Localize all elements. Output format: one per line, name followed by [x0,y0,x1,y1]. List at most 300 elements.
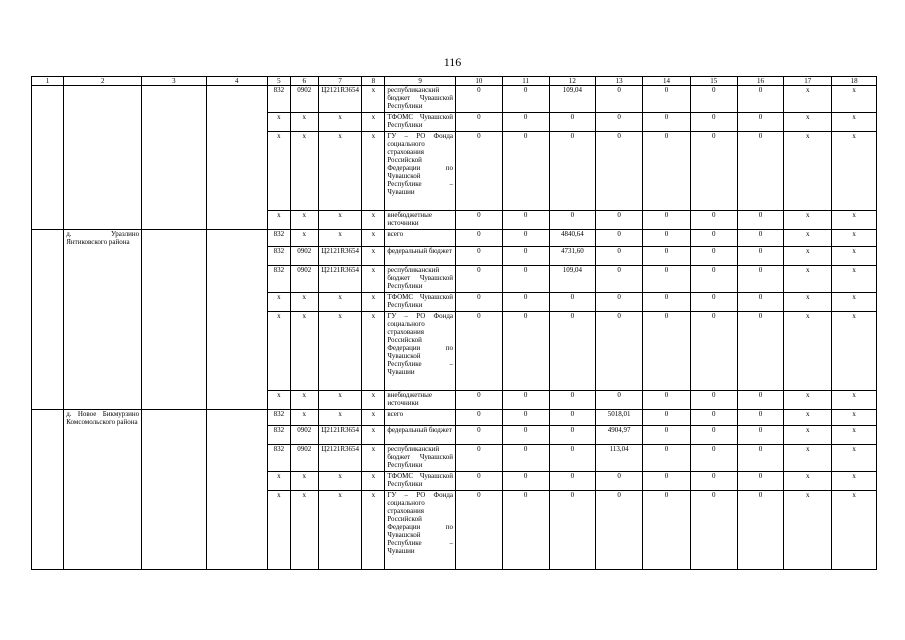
cell-col12: 0 [549,445,596,472]
table-row [32,491,877,570]
cell-settlement: д. Новое Бикмурзино Комсомольского района [64,409,142,426]
cell-vr: x [362,246,385,265]
cell-col18: x [832,86,877,113]
cell-col10: 0 [456,445,503,472]
cell-col3 [142,426,206,445]
cell-index [32,292,64,311]
table-row [32,211,877,230]
budget-table [31,76,877,570]
cell-col17: x [784,230,832,247]
cell-rz: x [290,472,318,491]
cell-vr: x [362,445,385,472]
cell-grbs: x [267,132,290,211]
cell-grbs: x [267,311,290,390]
cell-col15: 0 [690,409,737,426]
column-header-9: 9 [385,77,456,86]
cell-col16: 0 [737,113,784,132]
table-row [32,230,877,247]
cell-settlement [64,132,142,211]
cell-vr: x [362,86,385,113]
cell-col17: x [784,113,832,132]
cell-col10: 0 [456,230,503,247]
cell-col11: 0 [502,491,549,570]
column-header-3: 3 [142,77,206,86]
cell-vr: x [362,472,385,491]
cell-col3 [142,113,206,132]
cell-rz: 0902 [290,86,318,113]
cell-col17: x [784,491,832,570]
cell-settlement [64,211,142,230]
cell-col12: 0 [549,491,596,570]
cell-col13: 0 [596,390,643,409]
cell-col13: 5018,01 [596,409,643,426]
cell-col4 [206,211,267,230]
column-header-16: 16 [737,77,784,86]
cell-csr: x [318,311,362,390]
cell-col4 [206,491,267,570]
cell-col17: x [784,86,832,113]
cell-vr: x [362,230,385,247]
cell-col14: 0 [643,292,691,311]
column-header-15: 15 [690,77,737,86]
cell-col13: 0 [596,246,643,265]
cell-settlement: д. Уразлино Янтиковского района [64,230,142,247]
column-header-7: 7 [318,77,362,86]
cell-col10: 0 [456,311,503,390]
cell-source: федеральный бюджет [385,246,456,265]
cell-col3 [142,445,206,472]
cell-settlement [64,426,142,445]
cell-col15: 0 [690,132,737,211]
cell-vr: x [362,491,385,570]
cell-col18: x [832,132,877,211]
cell-index [32,426,64,445]
cell-col15: 0 [690,472,737,491]
table-row [32,311,877,390]
table-row [32,390,877,409]
cell-grbs: 832 [267,426,290,445]
cell-index [32,230,64,247]
cell-source: республиканский бюджет Чувашской Республики [385,445,456,472]
cell-col16: 0 [737,292,784,311]
cell-col3 [142,292,206,311]
cell-csr: x [318,211,362,230]
column-header-17: 17 [784,77,832,86]
cell-col16: 0 [737,86,784,113]
cell-csr: Ц2121R3654 [318,246,362,265]
cell-col16: 0 [737,230,784,247]
cell-col15: 0 [690,113,737,132]
cell-col10: 0 [456,472,503,491]
cell-csr: x [318,292,362,311]
cell-col14: 0 [643,409,691,426]
cell-col4 [206,472,267,491]
cell-col14: 0 [643,390,691,409]
cell-col18: x [832,113,877,132]
cell-col15: 0 [690,230,737,247]
cell-settlement [64,265,142,292]
cell-grbs: 832 [267,409,290,426]
cell-col17: x [784,445,832,472]
cell-vr: x [362,292,385,311]
cell-col11: 0 [502,426,549,445]
cell-col11: 0 [502,409,549,426]
cell-col11: 0 [502,445,549,472]
cell-settlement [64,113,142,132]
cell-col4 [206,409,267,426]
cell-index [32,491,64,570]
cell-col18: x [832,246,877,265]
cell-col16: 0 [737,132,784,211]
cell-col10: 0 [456,211,503,230]
cell-col4 [206,113,267,132]
column-header-14: 14 [643,77,691,86]
cell-source: ТФОМС Чувашской Республики [385,472,456,491]
cell-col10: 0 [456,409,503,426]
cell-col14: 0 [643,230,691,247]
cell-col10: 0 [456,246,503,265]
cell-settlement [64,445,142,472]
column-header-4: 4 [206,77,267,86]
column-header-18: 18 [832,77,877,86]
cell-vr: x [362,409,385,426]
cell-col3 [142,265,206,292]
cell-col12: 0 [549,390,596,409]
column-header-row [32,77,877,86]
cell-csr: Ц2121R3654 [318,445,362,472]
cell-col4 [206,445,267,472]
cell-rz: x [290,211,318,230]
cell-csr: x [318,472,362,491]
cell-col15: 0 [690,265,737,292]
cell-col13: 0 [596,311,643,390]
cell-col12: 4731,60 [549,246,596,265]
cell-col12: 109,04 [549,265,596,292]
cell-csr: x [318,230,362,247]
cell-col10: 0 [456,113,503,132]
cell-index [32,132,64,211]
cell-col15: 0 [690,246,737,265]
cell-col10: 0 [456,265,503,292]
cell-col14: 0 [643,426,691,445]
cell-col13: 0 [596,132,643,211]
cell-col13: 0 [596,86,643,113]
cell-col12: 0 [549,292,596,311]
cell-rz: x [290,292,318,311]
cell-csr: x [318,113,362,132]
cell-col14: 0 [643,491,691,570]
cell-col12: 4840,64 [549,230,596,247]
cell-col4 [206,292,267,311]
cell-col17: x [784,409,832,426]
cell-col13: 113,04 [596,445,643,472]
cell-grbs: 832 [267,86,290,113]
cell-col16: 0 [737,211,784,230]
cell-col12: 0 [549,311,596,390]
cell-col15: 0 [690,445,737,472]
cell-index [32,409,64,426]
cell-col18: x [832,390,877,409]
cell-col4 [206,132,267,211]
cell-col14: 0 [643,86,691,113]
cell-col13: 0 [596,211,643,230]
column-header-12: 12 [549,77,596,86]
cell-settlement [64,292,142,311]
cell-col12: 0 [549,426,596,445]
cell-source: ТФОМС Чувашской Республики [385,113,456,132]
cell-col15: 0 [690,426,737,445]
cell-col15: 0 [690,491,737,570]
table-row [32,409,877,426]
cell-col17: x [784,132,832,211]
cell-col14: 0 [643,246,691,265]
cell-rz: x [290,113,318,132]
cell-col12: 0 [549,132,596,211]
cell-col13: 0 [596,472,643,491]
cell-col15: 0 [690,292,737,311]
column-header-10: 10 [456,77,503,86]
table-row [32,113,877,132]
cell-index [32,86,64,113]
cell-col18: x [832,491,877,570]
cell-col18: x [832,409,877,426]
cell-col11: 0 [502,246,549,265]
cell-col10: 0 [456,491,503,570]
cell-col11: 0 [502,230,549,247]
cell-csr: x [318,491,362,570]
cell-col15: 0 [690,311,737,390]
cell-col17: x [784,311,832,390]
cell-col4 [206,265,267,292]
cell-col3 [142,491,206,570]
cell-col10: 0 [456,132,503,211]
cell-col13: 0 [596,292,643,311]
cell-source: ГУ – РО Фонда социального страхования Российской Федерации по Чувашской Республике – Чувашии [385,311,456,390]
cell-index [32,113,64,132]
column-header-11: 11 [502,77,549,86]
cell-source: всего [385,409,456,426]
cell-source: внебюджетные источники [385,211,456,230]
cell-rz: x [290,230,318,247]
cell-col12: 109,04 [549,86,596,113]
cell-col13: 0 [596,113,643,132]
cell-source: ТФОМС Чувашской Республики [385,292,456,311]
cell-col12: 0 [549,113,596,132]
cell-col11: 0 [502,113,549,132]
column-header-5: 5 [267,77,290,86]
cell-col16: 0 [737,445,784,472]
cell-col17: x [784,246,832,265]
cell-col11: 0 [502,86,549,113]
cell-col16: 0 [737,246,784,265]
cell-col11: 0 [502,292,549,311]
table-row [32,132,877,211]
cell-col16: 0 [737,265,784,292]
cell-col10: 0 [456,292,503,311]
cell-vr: x [362,311,385,390]
cell-col4 [206,246,267,265]
cell-rz: x [290,390,318,409]
cell-vr: x [362,390,385,409]
cell-grbs: x [267,491,290,570]
cell-rz: 0902 [290,265,318,292]
cell-source: ГУ – РО Фонда социального страхования Российской Федерации по Чувашской Республике – Чувашии [385,132,456,211]
cell-col14: 0 [643,472,691,491]
cell-col14: 0 [643,311,691,390]
cell-col16: 0 [737,491,784,570]
cell-col17: x [784,292,832,311]
table-row [32,472,877,491]
cell-csr: x [318,409,362,426]
cell-source: всего [385,230,456,247]
cell-settlement [64,246,142,265]
cell-col14: 0 [643,265,691,292]
cell-col10: 0 [456,426,503,445]
cell-source: ГУ – РО Фонда социального страхования Российской Федерации по Чувашской Республике – Чувашии [385,491,456,570]
cell-index [32,311,64,390]
table-row [32,292,877,311]
column-header-6: 6 [290,77,318,86]
cell-col11: 0 [502,211,549,230]
cell-settlement [64,311,142,390]
cell-vr: x [362,132,385,211]
cell-col16: 0 [737,390,784,409]
cell-grbs: x [267,390,290,409]
cell-grbs: 832 [267,265,290,292]
cell-col15: 0 [690,211,737,230]
table-body [32,86,877,570]
cell-col3 [142,409,206,426]
page-number: 116 [443,55,462,69]
cell-col3 [142,472,206,491]
cell-col4 [206,426,267,445]
cell-col10: 0 [456,390,503,409]
table-row [32,246,877,265]
cell-grbs: 832 [267,246,290,265]
cell-vr: x [362,113,385,132]
cell-col11: 0 [502,390,549,409]
cell-rz: x [290,409,318,426]
cell-col15: 0 [690,86,737,113]
cell-csr: Ц2121R3654 [318,86,362,113]
cell-col3 [142,86,206,113]
cell-col16: 0 [737,311,784,390]
cell-col12: 0 [549,472,596,491]
cell-col16: 0 [737,409,784,426]
column-header-2: 2 [64,77,142,86]
cell-grbs: x [267,113,290,132]
cell-grbs: x [267,211,290,230]
cell-csr: x [318,390,362,409]
cell-col4 [206,311,267,390]
cell-vr: x [362,426,385,445]
cell-col13: 0 [596,265,643,292]
table-row [32,265,877,292]
cell-col15: 0 [690,390,737,409]
cell-vr: x [362,265,385,292]
cell-col18: x [832,445,877,472]
cell-rz: 0902 [290,445,318,472]
cell-source: внебюджетные источники [385,390,456,409]
cell-rz: x [290,311,318,390]
cell-rz: x [290,132,318,211]
cell-col18: x [832,211,877,230]
cell-col3 [142,246,206,265]
cell-index [32,445,64,472]
cell-rz: 0902 [290,246,318,265]
cell-index [32,472,64,491]
cell-col3 [142,311,206,390]
cell-col3 [142,390,206,409]
cell-col17: x [784,426,832,445]
table-row [32,426,877,445]
cell-csr: Ц2121R3654 [318,426,362,445]
cell-col4 [206,390,267,409]
cell-col13: 0 [596,491,643,570]
cell-settlement [64,491,142,570]
column-header-1: 1 [32,77,64,86]
cell-col17: x [784,390,832,409]
cell-col4 [206,230,267,247]
table-row [32,86,877,113]
cell-source: республиканский бюджет Чувашской Республики [385,265,456,292]
cell-col10: 0 [456,86,503,113]
cell-grbs: 832 [267,230,290,247]
cell-index [32,265,64,292]
cell-col18: x [832,230,877,247]
cell-col17: x [784,472,832,491]
cell-col18: x [832,426,877,445]
cell-col14: 0 [643,445,691,472]
cell-col12: 0 [549,211,596,230]
cell-csr: Ц2121R3654 [318,265,362,292]
column-header-13: 13 [596,77,643,86]
cell-csr: x [318,132,362,211]
cell-col11: 0 [502,311,549,390]
column-header-8: 8 [362,77,385,86]
cell-rz: 0902 [290,426,318,445]
cell-source: федеральный бюджет [385,426,456,445]
cell-index [32,390,64,409]
table-row [32,445,877,472]
cell-col3 [142,211,206,230]
cell-source: республиканский бюджет Чувашской Республики [385,86,456,113]
cell-col16: 0 [737,472,784,491]
cell-col3 [142,230,206,247]
cell-col11: 0 [502,265,549,292]
cell-col18: x [832,292,877,311]
cell-col13: 4904,97 [596,426,643,445]
cell-col18: x [832,472,877,491]
cell-vr: x [362,211,385,230]
cell-col18: x [832,265,877,292]
cell-col11: 0 [502,472,549,491]
cell-rz: x [290,491,318,570]
cell-grbs: x [267,292,290,311]
cell-index [32,246,64,265]
cell-col17: x [784,211,832,230]
cell-col14: 0 [643,132,691,211]
cell-col3 [142,132,206,211]
cell-settlement [64,86,142,113]
cell-settlement [64,472,142,491]
cell-col14: 0 [643,211,691,230]
cell-col17: x [784,265,832,292]
cell-col4 [206,86,267,113]
cell-col16: 0 [737,426,784,445]
cell-col14: 0 [643,113,691,132]
cell-index [32,211,64,230]
